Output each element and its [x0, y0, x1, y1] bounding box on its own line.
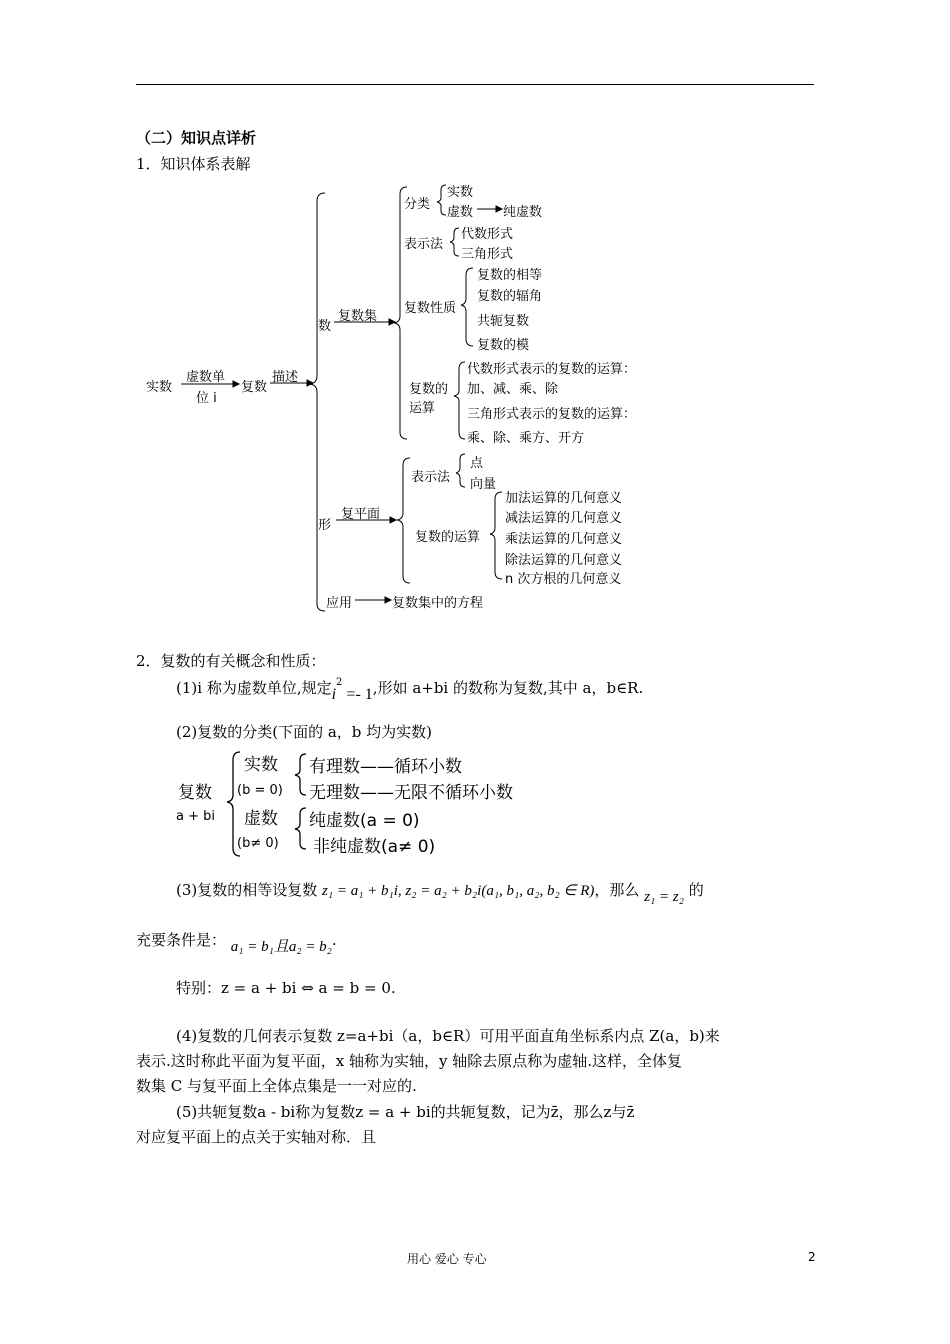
section-title: （二）知识点详析 [136, 129, 257, 147]
node-representation: 表示法 [404, 237, 444, 252]
paragraph-4-line2: 表示.这时称此平面为复平面，x 轴称为实轴，y 轴除去原点称为虚轴.这样，全体复 [136, 1052, 683, 1070]
label-describe: 描述 [272, 370, 299, 385]
node-vector: 向量 [470, 477, 497, 492]
label-imag-unit: 虚数单 [186, 370, 226, 385]
page-number: 2 [808, 1250, 816, 1264]
node-classify-pure-imag: 纯虚数 [503, 205, 543, 220]
p3-line2-post: . [331, 931, 337, 949]
node-operations: 复数的 [409, 382, 449, 397]
item1-title: 1．知识体系表解 [136, 155, 251, 173]
node-number: 数 [318, 319, 332, 334]
p1-pre: (1)i 称为虚数单位,规定 [176, 679, 332, 697]
node-sub-geo: 减法运算的几何意义 [505, 511, 623, 526]
node-algebraic-form: 代数形式 [461, 227, 514, 242]
node-operations-2: 运算 [409, 401, 436, 416]
node-classify-real: 实数 [447, 185, 474, 200]
classify-imag: 虚数 [244, 809, 278, 829]
node-root-geo: n 次方根的几何意义 [505, 572, 622, 587]
node-real: 实数 [146, 380, 173, 395]
classify-a-bi: a + bi [176, 809, 215, 824]
node-equations: 复数集中的方程 [392, 596, 484, 611]
node-point: 点 [470, 456, 484, 471]
node-shape: 形 [318, 518, 332, 533]
node-classify-imag: 虚数 [447, 205, 474, 220]
p3-formula: z₁ = a₁ + b₁i, z₂ = a₂ + b₂i(a₁, b₁, a₂, b₂ ∈ R) [322, 883, 595, 899]
p3-post: 的 [688, 881, 704, 899]
classify-real-cond: (b = 0) [237, 783, 283, 798]
node-alg-ops: 代数形式表示的复数的运算： [467, 362, 637, 377]
paragraph-3-line2 [136, 929, 337, 955]
paragraph-5-line1: (5)共轭复数a - bi称为复数z = a + bi的共轭复数，记为z̄，那么z与z̄ [176, 1103, 635, 1121]
node-add-geo: 加法运算的几何意义 [505, 491, 623, 506]
p3-mid: ，那么 [594, 881, 640, 899]
p3-line2-formula: a₁ = b₁且a₂ = b₂ [230, 939, 332, 955]
p3-formula2: z₁ = z₂ [644, 889, 684, 905]
classify-rational: 有理数——循环小数 [309, 757, 462, 777]
classify-imag-cond: (b≠ 0) [237, 836, 279, 851]
paragraph-3-line1 [176, 879, 704, 905]
p3-pre: (3)复数的相等设复数 [176, 881, 318, 899]
node-argument: 复数的辐角 [477, 289, 543, 304]
node-operations-geo: 复数的运算 [415, 530, 481, 545]
footer-center: 用心 爱心 专心 [407, 1252, 487, 1266]
paragraph-2: (2)复数的分类(下面的 a，b 均为实数) [176, 723, 433, 741]
paragraph-4-line1: (4)复数的几何表示复数 z=a+bi（a，b∈R）可用平面直角坐标系内点 Z(a，b)来 [176, 1027, 720, 1045]
node-modulus: 复数的模 [477, 338, 530, 353]
node-conjugate: 共轭复数 [477, 314, 530, 329]
p3-line2-pre: 充要条件是： [136, 931, 227, 949]
node-classify: 分类 [404, 197, 431, 212]
p1-formula-sup: 2 [336, 677, 343, 688]
node-properties: 复数性质 [404, 301, 457, 316]
label-imag-unit-i: 位 i [196, 391, 217, 406]
classify-pure-imag: 纯虚数(a = 0) [309, 811, 420, 831]
node-alg-ops-list: 加、减、乘、除 [467, 382, 559, 397]
p1-formula-rest: =- 1 [342, 686, 373, 703]
node-complex-plane: 复平面 [341, 507, 381, 522]
node-equality: 复数的相等 [477, 268, 543, 283]
node-complex-set: 复数集 [338, 309, 378, 324]
node-trig-form: 三角形式 [461, 247, 514, 262]
node-representation-2: 表示法 [411, 470, 451, 485]
p1-formula-i: i [331, 686, 337, 703]
classify-irrational: 无理数——无限不循环小数 [309, 783, 513, 803]
item2-title: 2．复数的有关概念和性质： [136, 652, 326, 670]
node-div-geo: 除法运算的几何意义 [505, 553, 623, 568]
paragraph-5-line2: 对应复平面上的点关于实轴对称．且 [136, 1128, 377, 1146]
classify-real: 实数 [244, 755, 278, 775]
node-application: 应用 [326, 596, 353, 611]
node-trig-ops: 三角形式表示的复数的运算： [467, 407, 637, 422]
node-complex: 复数 [241, 380, 268, 395]
classify-complex: 复数 [178, 783, 212, 803]
classify-non-pure-imag: 非纯虚数(a≠ 0) [313, 837, 436, 857]
node-trig-ops-list: 乘、除、乘方、开方 [467, 431, 585, 446]
p1-post: ,形如 a+bi 的数称为复数,其中 a，b∈R. [372, 679, 644, 697]
paragraph-4-line3: 数集 C 与复平面上全体点集是一一对应的. [136, 1077, 417, 1095]
node-mul-geo: 乘法运算的几何意义 [505, 532, 623, 547]
special-case: 特别：z = a + bi ⇔ a = b = 0. [176, 979, 396, 997]
